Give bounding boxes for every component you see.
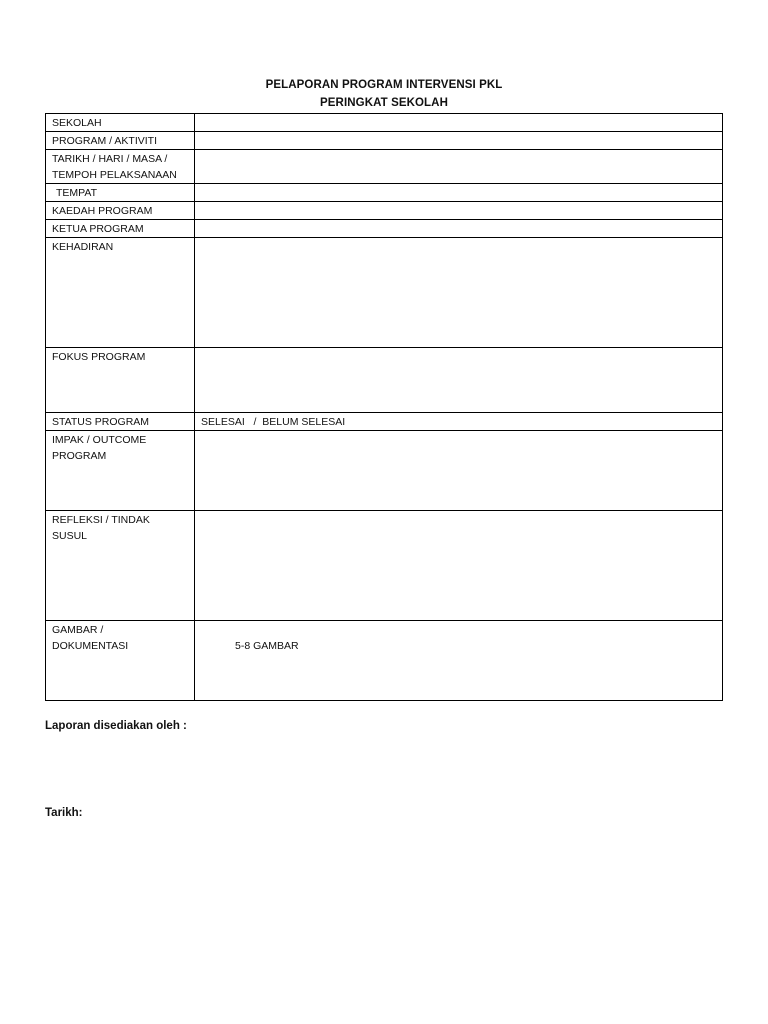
field-value-impak-outcome[interactable]	[195, 431, 723, 511]
label-line: TEMPAT	[56, 187, 98, 199]
form-row-kaedah-program	[46, 202, 723, 220]
field-label-tarikh	[46, 150, 195, 184]
label-line: IMPAK / OUTCOME	[52, 434, 147, 446]
field-value-tarikh[interactable]	[195, 150, 723, 184]
field-value-kaedah-program[interactable]	[195, 202, 723, 220]
label-line: DOKUMENTASI	[52, 640, 129, 652]
field-value-refleksi[interactable]	[195, 511, 723, 621]
label-line: STATUS PROGRAM	[52, 416, 150, 428]
field-label-kehadiran	[46, 238, 195, 348]
date-label: Tarikh:	[45, 807, 83, 819]
form-row-status-program	[46, 413, 723, 431]
label-line: PROGRAM	[52, 450, 107, 462]
field-label-status-program	[46, 413, 195, 431]
field-label-tempat	[46, 184, 195, 202]
label-line: SUSUL	[52, 530, 88, 542]
form-row-impak-outcome	[46, 431, 723, 511]
field-label-refleksi	[46, 511, 195, 621]
form-row-gambar	[46, 621, 723, 701]
field-value-gambar[interactable]	[195, 621, 723, 701]
report-form-table	[45, 113, 723, 701]
field-label-ketua-program	[46, 220, 195, 238]
form-row-fokus-program	[46, 348, 723, 413]
document-subtitle: PERINGKAT SEKOLAH	[320, 97, 448, 109]
label-line: KETUA PROGRAM	[52, 223, 144, 235]
field-value-status-program[interactable]	[195, 413, 723, 431]
field-value-program-aktiviti[interactable]	[195, 132, 723, 150]
field-value-tempat[interactable]	[195, 184, 723, 202]
spacer-line	[201, 622, 722, 638]
field-value-fokus-program[interactable]	[195, 348, 723, 413]
form-row-program-aktiviti	[46, 132, 723, 150]
form-row-ketua-program	[46, 220, 723, 238]
form-row-kehadiran	[46, 238, 723, 348]
field-label-kaedah-program	[46, 202, 195, 220]
field-label-fokus-program	[46, 348, 195, 413]
form-row-refleksi	[46, 511, 723, 621]
form-row-tarikh	[46, 150, 723, 184]
field-value-sekolah[interactable]	[195, 114, 723, 132]
prepared-by-label: Laporan disediakan oleh :	[45, 720, 187, 732]
label-line: SEKOLAH	[52, 117, 102, 129]
form-row-tempat	[46, 184, 723, 202]
label-line: KAEDAH PROGRAM	[52, 205, 153, 217]
field-label-gambar	[46, 621, 195, 701]
label-line: TEMPOH PELAKSANAAN	[52, 169, 177, 181]
status-options: SELESAI / BELUM SELESAI	[201, 416, 346, 428]
label-line: GAMBAR /	[52, 624, 104, 636]
label-line: TARIKH / HARI / MASA /	[52, 153, 168, 165]
document-title: PELAPORAN PROGRAM INTERVENSI PKL	[265, 79, 503, 91]
field-label-program-aktiviti	[46, 132, 195, 150]
label-line: FOKUS PROGRAM	[52, 351, 146, 363]
gambar-count-note: 5-8 GAMBAR	[235, 640, 299, 652]
field-value-ketua-program[interactable]	[195, 220, 723, 238]
label-line: REFLEKSI / TINDAK	[52, 514, 150, 526]
field-label-sekolah	[46, 114, 195, 132]
field-label-impak-outcome	[46, 431, 195, 511]
field-value-kehadiran[interactable]	[195, 238, 723, 348]
label-line: KEHADIRAN	[52, 241, 114, 253]
form-row-sekolah	[46, 114, 723, 132]
label-line: PROGRAM / AKTIVITI	[52, 135, 158, 147]
